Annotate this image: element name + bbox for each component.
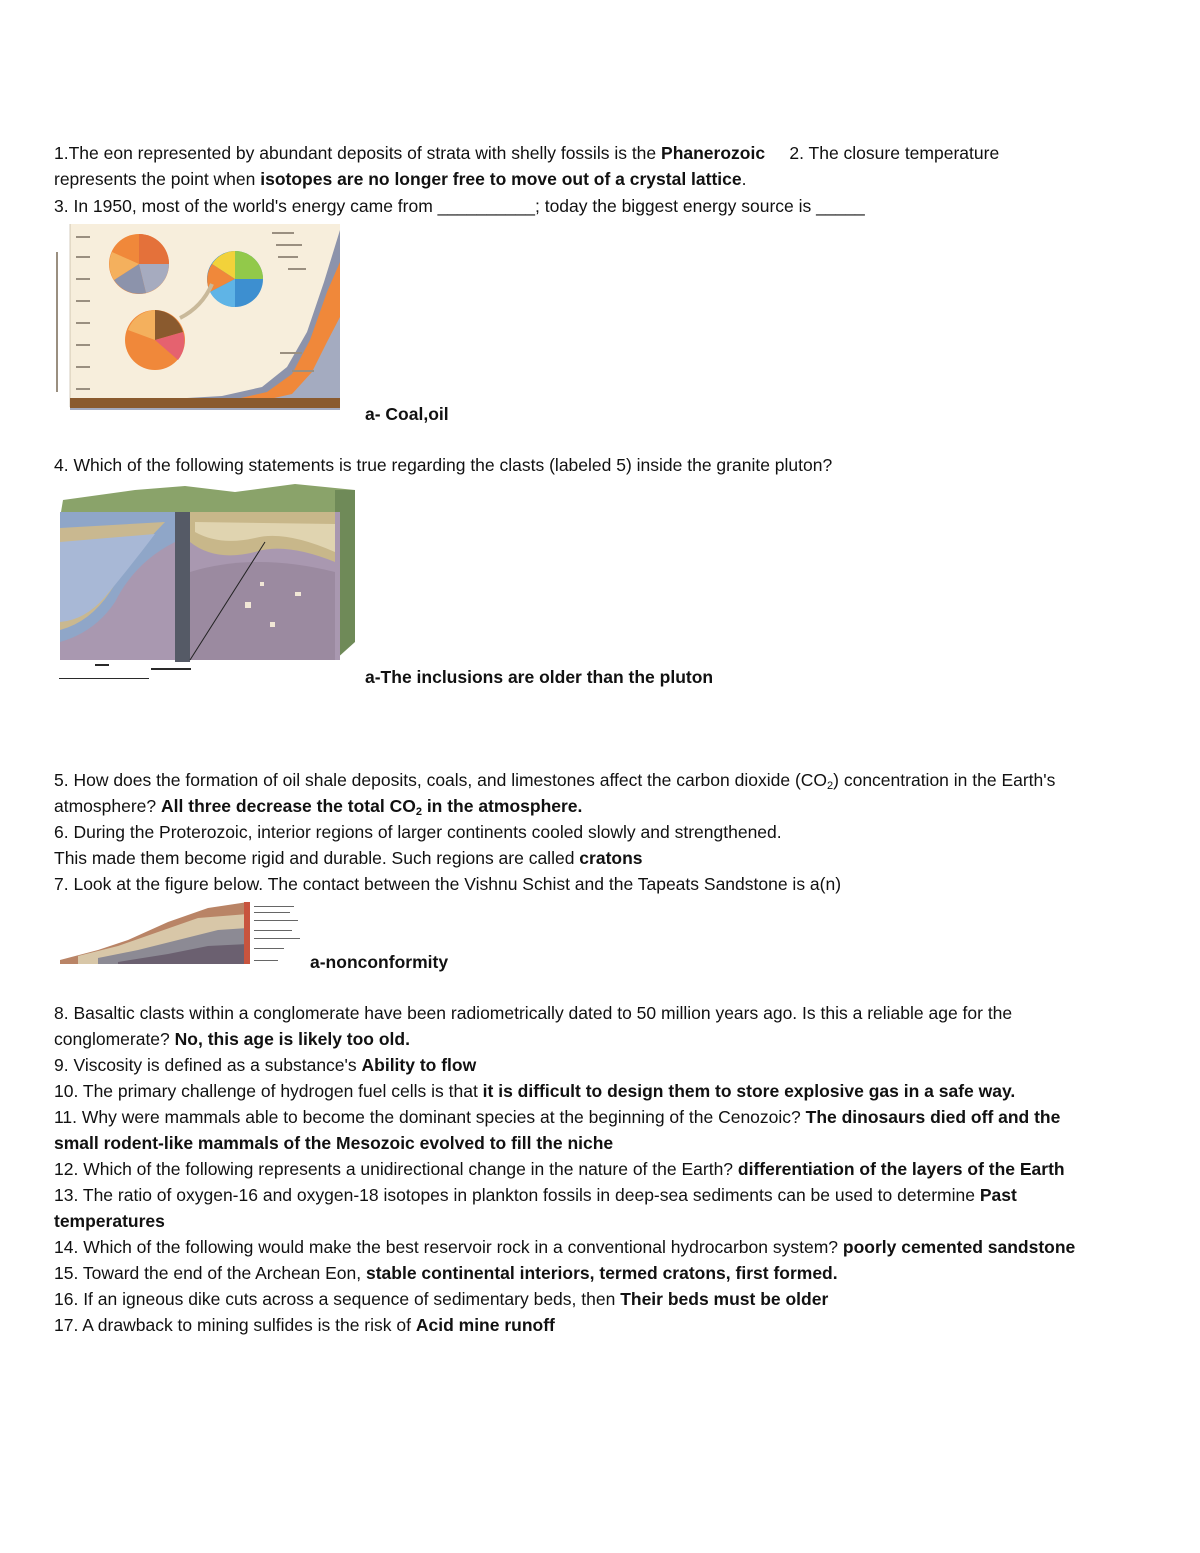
question-text: 11. Why were mammals able to become the dominant species at the beginning of the Cenozoic?: [54, 1107, 806, 1127]
period: .: [741, 169, 747, 189]
answer-text: a-The inclusions are older than the pluton: [365, 667, 714, 687]
answer-text: The dinosaurs died off and the: [805, 1107, 1061, 1127]
question-2-lead: 2. The closure temperature: [789, 143, 1000, 163]
answer-text: Ability to flow: [361, 1055, 477, 1075]
question-8-line-2: [54, 1026, 410, 1052]
grand-canyon-cross-section: [58, 900, 308, 968]
question-text: 12. Which of the following represents a unidirectional change in the nature of the Earth?: [54, 1159, 738, 1179]
question-11: [54, 1104, 1060, 1130]
answer-text: Acid mine runoff: [415, 1315, 555, 1335]
pie-1950: [125, 310, 185, 370]
question-text: 15. Toward the end of the Archean Eon,: [54, 1263, 366, 1283]
answer-text: Phanerozoic: [661, 143, 766, 163]
question-12: [54, 1156, 1065, 1182]
question-3: 3. In 1950, most of the world's energy came from __________; today the biggest energy source is _____: [54, 196, 865, 216]
question-text: 5. How does the formation of oil shale deposits, coals, and limestones affect the carbon dioxide (CO: [54, 770, 828, 790]
subscript: 2: [827, 780, 834, 792]
question-8: 8. Basaltic clasts within a conglomerate have been radiometrically dated to 50 million years ago. Is this a reliable age for the: [54, 1003, 1013, 1023]
question-text: represents the point when: [54, 169, 261, 189]
igneous-dike: [175, 512, 190, 662]
answer-text: cratons: [579, 848, 643, 868]
question-6-line-2: [54, 845, 643, 871]
answer-text: it is difficult to design them to store explosive gas in a safe way.: [482, 1081, 1016, 1101]
question-9: [54, 1052, 476, 1078]
question-4-answer: [365, 664, 713, 690]
question-6: 6. During the Proterozoic, interior regions of larger continents cooled slowly and strengthened.: [54, 822, 782, 842]
question-text: atmosphere?: [54, 796, 162, 816]
question-1: [54, 140, 999, 166]
question-text: 10. The primary challenge of hydrogen fuel cells is that: [54, 1081, 483, 1101]
pie-present: [207, 251, 263, 307]
question-7: 7. Look at the figure below. The contact between the Vishnu Schist and the Tapeats Sandstone is a(n): [54, 874, 842, 894]
question-11-line-2: [54, 1130, 613, 1156]
granite-pluton: [190, 562, 335, 660]
answer-text: temperatures: [54, 1211, 165, 1231]
question-16: [54, 1286, 828, 1312]
answer-text: Past: [979, 1185, 1017, 1205]
question-2: [54, 166, 747, 192]
question-text: 14. Which of the following would make the best reservoir rock in a conventional hydrocarbon system?: [54, 1237, 843, 1257]
answer-text: stable continental interiors, termed cratons, first formed.: [365, 1263, 838, 1283]
question-text: 9. Viscosity is defined as a substance's: [54, 1055, 362, 1075]
question-13-line-2: [54, 1208, 165, 1234]
answer-text: differentiation of the layers of the Earth: [737, 1159, 1065, 1179]
question-text: 16. If an igneous dike cuts across a sequence of sedimentary beds, then: [54, 1289, 621, 1309]
question-3-answer: [365, 401, 449, 427]
question-7-answer: [310, 949, 448, 975]
question-text: 1.The eon represented by abundant deposits of strata with shelly fossils is the: [54, 143, 662, 163]
bottom-labels: [59, 664, 191, 679]
answer-text: No, this age is likely too old.: [174, 1029, 410, 1049]
pie-1900: [109, 234, 169, 294]
answer-text: in the atmosphere.: [421, 796, 583, 816]
answer-text: a-nonconformity: [310, 952, 449, 972]
answer-text: Their beds must be older: [620, 1289, 829, 1309]
answer-text: All three decrease the total CO: [161, 796, 416, 816]
question-text: This made them become rigid and durable. Such regions are called: [54, 848, 580, 868]
question-4: 4. Which of the following statements is true regarding the clasts (labeled 5) inside the granite pluton?: [54, 455, 833, 475]
question-17: [54, 1312, 555, 1338]
layer-labels: [254, 906, 300, 961]
question-text: 13. The ratio of oxygen-16 and oxygen-18 isotopes in plankton fossils in deep-sea sediments can be used to determine: [54, 1185, 980, 1205]
subscript: 2: [415, 806, 422, 818]
question-text: ) concentration in the Earth's: [833, 770, 1056, 790]
answer-text: poorly cemented sandstone: [842, 1237, 1076, 1257]
granite-pluton-block-diagram: [55, 482, 360, 682]
question-text: conglomerate?: [54, 1029, 175, 1049]
answer-text: small rodent-like mammals of the Mesozoic evolved to fill the niche: [54, 1133, 614, 1153]
energy-consumption-figure: [52, 222, 340, 414]
question-10: [54, 1078, 1015, 1104]
question-15: [54, 1260, 838, 1286]
wood-area: [70, 398, 340, 408]
column-edge: [244, 902, 250, 964]
question-text: 17. A drawback to mining sulfides is the risk of: [54, 1315, 416, 1335]
question-14: [54, 1234, 1075, 1260]
answer-text: isotopes are no longer free to move out of a crystal lattice: [260, 169, 742, 189]
question-13: [54, 1182, 1017, 1208]
answer-text: a- Coal,oil: [365, 404, 449, 424]
